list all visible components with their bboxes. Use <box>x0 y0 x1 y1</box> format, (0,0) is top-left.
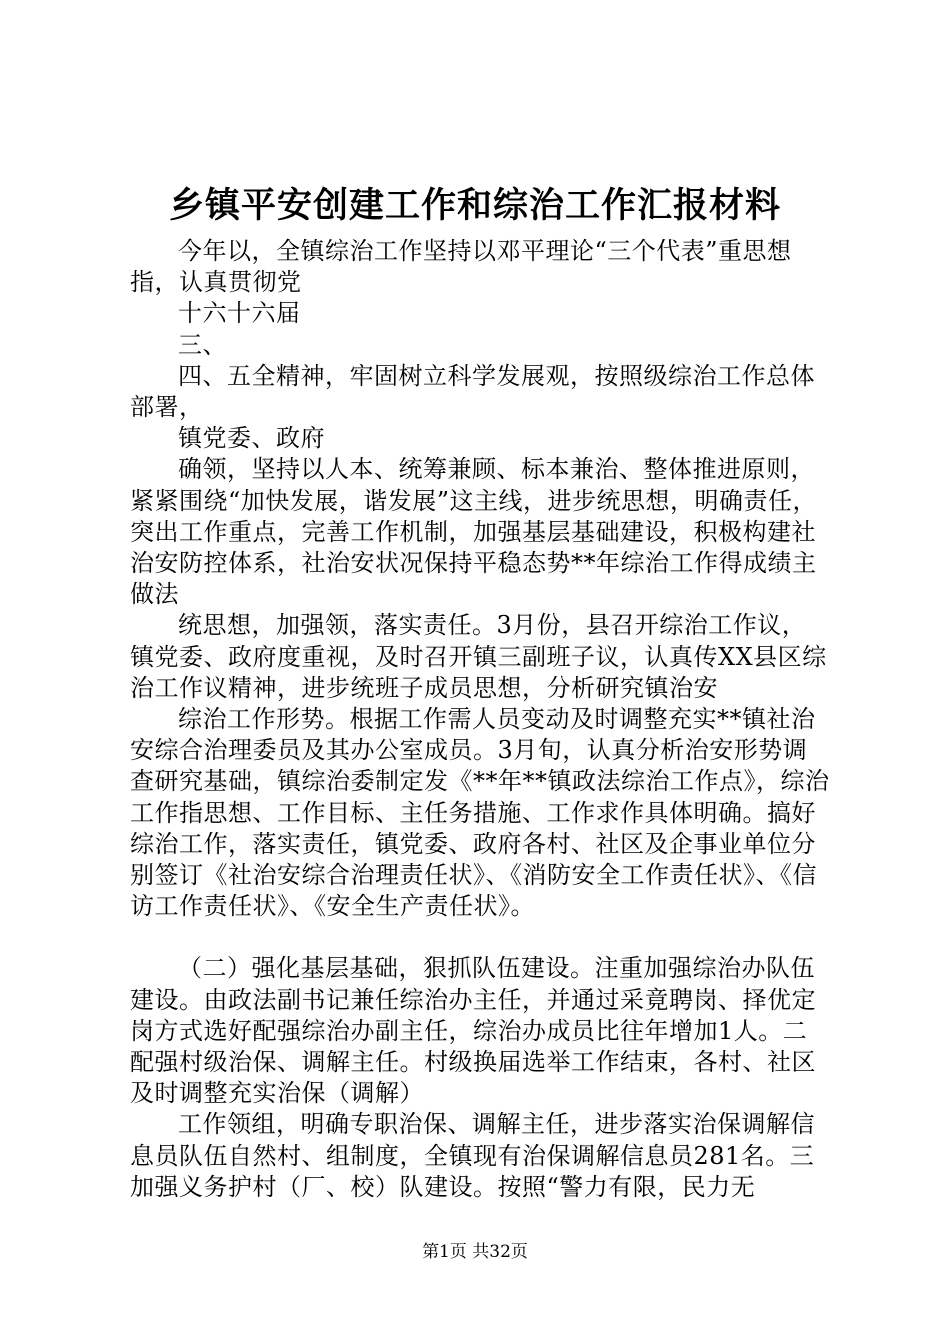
page-number-footer: 第1页 共32页 <box>422 1242 528 1262</box>
paragraph-4: 四、五全精神，牢固树立科学发展观，按照级综治工作总体部署， <box>130 361 815 422</box>
document-body <box>130 236 830 1203</box>
paragraph-9: （二）强化基层基础，狠抓队伍建设。注重加强综治办队伍建设。由政法副书记兼任综治办主任，并通过采竟聘岗、择优定岗方式选好配强综治办副主任，综治办成员比往年增加1人。二配强村级治保、调解主任。村级换届选举工作结束，各村、社区及时调整充实治保（调解） <box>130 954 816 1108</box>
paragraph-10: 工作领组，明确专职治保、调解主任，进步落实治保调解信息员队伍自然村、组制度，全镇现有治保调解信息员281名。三加强义务护村（厂、校）队建设。按照“警力有限，民力无 <box>130 1110 815 1201</box>
paragraph-3: 三、 <box>178 330 227 359</box>
paragraph-2: 十六十六届 <box>178 299 301 328</box>
paragraph-1: 今年以，全镇综治工作坚持以邓平理论“三个代表”重思想指，认真贯彻党 <box>130 237 792 297</box>
paragraph-5: 镇党委、政府 <box>178 424 325 453</box>
paragraph-6: 确领，坚持以人本、统筹兼顾、标本兼治、整体推进原则，紧紧围绕“加快发展，谐发展”这主线，进步统思想，明确责任，突出工作重点，完善工作机制，加强基层基础建设，积极构建社治安防控体系，社治安状况保持平稳态势**年综治工作得成绩主做法 <box>130 455 818 609</box>
paragraph-8: 综治工作形势。根据工作需人员变动及时调整充实**镇社治安综合治理委员及其办公室成员。3月旬，认真分析治安形势调查研究基础，镇综治委制定发《**年**镇政法综治工作点》，综治工作指思想、工作目标、主任务措施、工作求作具体明确。搞好综治工作，落实责任，镇党委、政府各村、社区及企事业单位分别签订《社治安综合治理责任状》、《消防安全工作责任状》、《信访工作责任状》、《安全生产责任状》。 <box>130 705 830 921</box>
document-title: 乡镇平安创建工作和综治工作汇报材料 <box>168 185 781 226</box>
paragraph-gap <box>130 922 830 953</box>
paragraph-7: 统思想，加强领，落实责任。3月份，县召开综治工作议，镇党委、政府度重视，及时召开镇三副班子议，认真传XX县区综治工作议精神，进步统班子成员思想，分析研究镇治安 <box>130 611 827 702</box>
